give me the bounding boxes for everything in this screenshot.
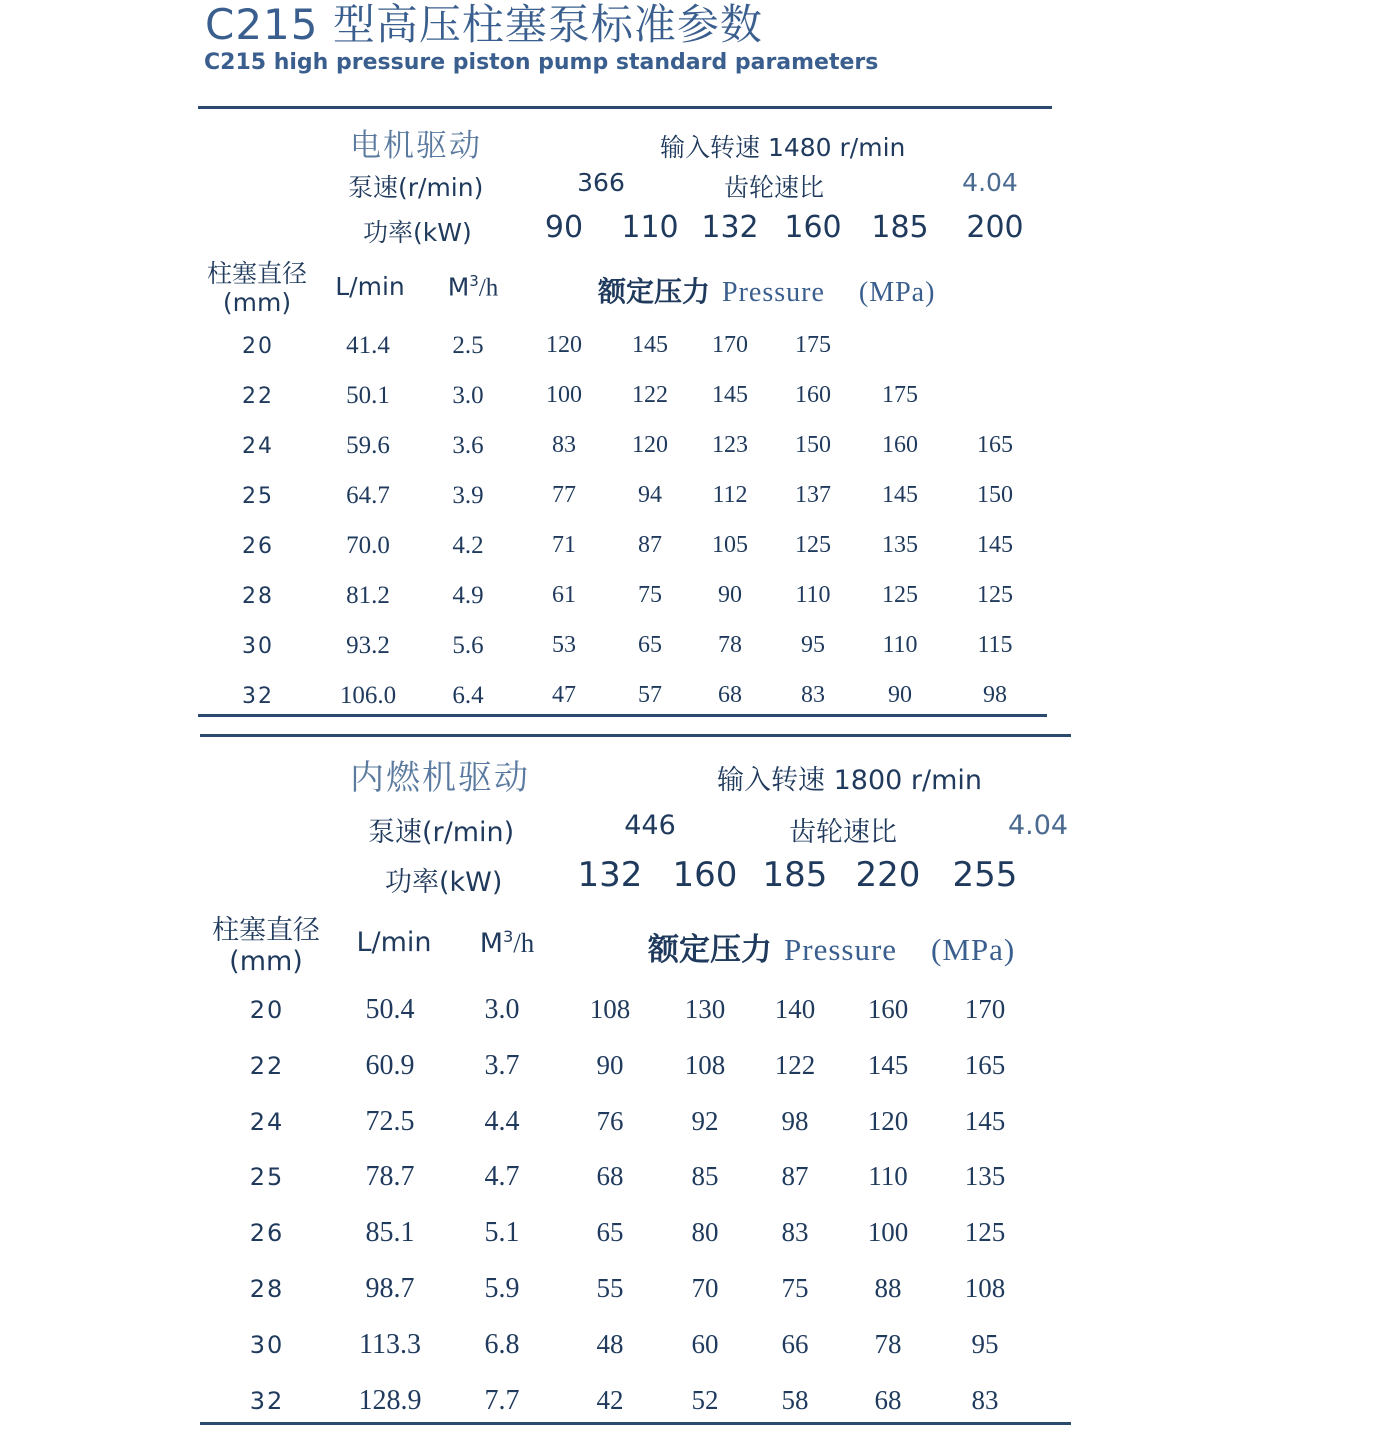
row-flow-lmin: 50.4 xyxy=(365,994,415,1025)
row-pressure-value: 135 xyxy=(882,532,918,558)
rated-pressure-cn: 额定压力 xyxy=(648,932,772,968)
m3-suffix: /h xyxy=(513,928,535,958)
row-pressure-value: 125 xyxy=(795,532,831,558)
row-pressure-value: 76 xyxy=(596,1106,624,1136)
row-pressure-value: 120 xyxy=(632,432,668,458)
row-pressure-value: 110 xyxy=(795,582,831,608)
row-pressure-value: 60 xyxy=(691,1329,719,1359)
row-pressure-value: 125 xyxy=(964,1217,1006,1247)
gear-ratio-value: 4.04 xyxy=(962,168,1018,197)
power-value: 255 xyxy=(952,855,1018,895)
row-pressure-value: 47 xyxy=(552,682,576,708)
row-flow-m3h: 4.2 xyxy=(452,532,484,559)
row-pressure-value: 88 xyxy=(874,1273,902,1303)
power-value: 132 xyxy=(701,210,759,245)
row-pressure-value: 68 xyxy=(874,1385,902,1415)
row-pressure-value: 130 xyxy=(684,994,726,1024)
row-pressure-value: 95 xyxy=(801,632,825,658)
pump-speed-value: 446 xyxy=(624,810,676,841)
row-pressure-value: 125 xyxy=(882,582,918,608)
section-1-top-rule xyxy=(198,106,1052,109)
row-pressure-value: 110 xyxy=(868,1161,908,1191)
row-pressure-value: 71 xyxy=(552,532,576,558)
row-pressure-value: 87 xyxy=(781,1161,809,1191)
power-label: 功率(kW) xyxy=(363,218,472,247)
section-2-bottom-rule xyxy=(200,1422,1071,1425)
flow-lmin-label: L/min xyxy=(335,272,405,301)
row-pressure-value: 80 xyxy=(691,1217,719,1247)
row-pressure-value: 165 xyxy=(977,432,1013,458)
row-diameter: 24 xyxy=(249,1108,285,1136)
row-flow-lmin: 64.7 xyxy=(346,482,390,509)
row-pressure-value: 87 xyxy=(638,532,662,558)
row-pressure-value: 122 xyxy=(774,1050,816,1080)
power-value: 110 xyxy=(621,210,679,245)
row-flow-lmin: 60.9 xyxy=(365,1050,415,1081)
row-pressure-value: 83 xyxy=(971,1385,999,1415)
row-pressure-value: 108 xyxy=(964,1273,1006,1303)
rated-pressure-en: Pressure xyxy=(784,932,898,967)
row-diameter: 30 xyxy=(249,1331,285,1359)
row-pressure-value: 61 xyxy=(552,582,576,608)
rated-pressure-label xyxy=(648,924,1015,969)
power-value: 90 xyxy=(544,210,584,245)
row-pressure-value: 145 xyxy=(882,482,918,508)
row-diameter: 25 xyxy=(249,1163,285,1191)
row-pressure-value: 78 xyxy=(718,632,742,658)
row-pressure-value: 98 xyxy=(983,682,1007,708)
row-diameter: 22 xyxy=(249,1052,285,1080)
row-flow-m3h: 3.0 xyxy=(484,994,520,1025)
row-pressure-value: 94 xyxy=(638,482,662,508)
row-pressure-value: 120 xyxy=(867,1106,909,1136)
m3-base: M xyxy=(479,928,503,959)
row-diameter: 25 xyxy=(242,484,274,509)
row-pressure-value: 175 xyxy=(882,382,918,408)
row-diameter: 28 xyxy=(242,584,274,609)
plunger-diameter-unit: (mm) xyxy=(222,288,292,317)
row-pressure-value: 145 xyxy=(632,332,668,358)
plunger-diameter-label: 柱塞直径 xyxy=(212,915,320,946)
row-flow-lmin: 59.6 xyxy=(346,432,390,459)
gear-ratio-label: 齿轮速比 xyxy=(789,817,897,848)
rated-pressure-unit: (MPa) xyxy=(858,277,936,308)
row-diameter: 26 xyxy=(242,534,274,559)
plunger-diameter-label: 柱塞直径 xyxy=(206,259,308,288)
row-flow-m3h: 3.7 xyxy=(484,1050,520,1081)
m3-superscript: 3 xyxy=(502,927,514,946)
section-2-top-rule xyxy=(200,734,1071,737)
row-pressure-value: 140 xyxy=(774,994,816,1024)
rated-pressure-unit: (MPa) xyxy=(931,932,1016,967)
pump-speed-value: 366 xyxy=(577,168,625,197)
row-pressure-value: 170 xyxy=(712,332,748,358)
row-pressure-value: 85 xyxy=(691,1161,719,1191)
row-pressure-value: 175 xyxy=(795,332,831,358)
row-pressure-value: 145 xyxy=(712,382,748,408)
row-flow-m3h: 4.9 xyxy=(452,582,484,609)
drive-type: 内燃机驱动 xyxy=(350,758,530,798)
row-pressure-value: 100 xyxy=(546,382,582,408)
row-flow-m3h: 3.0 xyxy=(452,382,484,409)
row-diameter: 20 xyxy=(249,996,285,1024)
power-label: 功率(kW) xyxy=(385,867,503,898)
m3-superscript: 3 xyxy=(469,272,479,290)
row-pressure-value: 125 xyxy=(977,582,1013,608)
row-flow-m3h: 2.5 xyxy=(452,332,484,359)
m3-suffix: /h xyxy=(478,274,499,302)
row-diameter: 22 xyxy=(242,384,274,409)
row-flow-m3h: 5.9 xyxy=(484,1273,520,1304)
row-flow-m3h: 4.4 xyxy=(484,1106,520,1137)
row-pressure-value: 120 xyxy=(546,332,582,358)
pump-speed-label: 泵速(r/min) xyxy=(368,817,515,848)
row-pressure-value: 108 xyxy=(589,994,631,1024)
row-flow-lmin: 106.0 xyxy=(339,682,397,709)
rated-pressure-en: Pressure xyxy=(722,277,825,308)
row-pressure-value: 145 xyxy=(867,1050,909,1080)
row-flow-lmin: 81.2 xyxy=(346,582,390,609)
pump-speed-label: 泵速(r/min) xyxy=(348,173,484,202)
row-pressure-value: 137 xyxy=(795,482,831,508)
row-pressure-value: 150 xyxy=(977,482,1013,508)
row-pressure-value: 65 xyxy=(596,1217,624,1247)
row-diameter: 26 xyxy=(249,1219,285,1247)
row-pressure-value: 165 xyxy=(964,1050,1006,1080)
flow-m3h-label xyxy=(448,272,499,302)
power-value: 132 xyxy=(577,855,643,895)
row-flow-lmin: 72.5 xyxy=(365,1106,415,1137)
row-pressure-value: 55 xyxy=(596,1273,624,1303)
row-diameter: 30 xyxy=(242,634,274,659)
page-title: C215 型高压柱塞泵标准参数 xyxy=(205,0,763,49)
row-pressure-value: 70 xyxy=(691,1273,719,1303)
row-pressure-value: 83 xyxy=(781,1217,809,1247)
rated-pressure-cn: 额定压力 xyxy=(598,275,711,308)
row-flow-lmin: 50.1 xyxy=(346,382,390,409)
power-value: 160 xyxy=(672,855,738,895)
row-pressure-value: 83 xyxy=(801,682,825,708)
row-pressure-value: 95 xyxy=(971,1329,999,1359)
row-pressure-value: 58 xyxy=(781,1385,809,1415)
power-value: 200 xyxy=(966,210,1024,245)
power-value: 220 xyxy=(855,855,921,895)
power-value: 185 xyxy=(762,855,828,895)
row-pressure-value: 66 xyxy=(781,1329,809,1359)
row-flow-m3h: 3.6 xyxy=(452,432,484,459)
row-pressure-value: 160 xyxy=(867,994,909,1024)
page-subtitle: C215 high pressure piston pump standard parameters xyxy=(204,50,879,75)
row-diameter: 20 xyxy=(242,334,274,359)
row-diameter: 24 xyxy=(242,434,274,459)
row-pressure-value: 53 xyxy=(552,632,576,658)
row-pressure-value: 122 xyxy=(632,382,668,408)
row-pressure-value: 160 xyxy=(882,432,918,458)
row-pressure-value: 98 xyxy=(781,1106,809,1136)
row-pressure-value: 90 xyxy=(888,682,912,708)
row-pressure-value: 68 xyxy=(596,1161,624,1191)
power-value: 185 xyxy=(871,210,929,245)
flow-m3h-label xyxy=(480,927,535,959)
row-flow-m3h: 7.7 xyxy=(484,1385,520,1416)
row-flow-lmin: 128.9 xyxy=(358,1385,422,1416)
rated-pressure-label xyxy=(598,270,935,310)
row-pressure-value: 52 xyxy=(691,1385,719,1415)
row-pressure-value: 110 xyxy=(882,632,918,658)
row-pressure-value: 92 xyxy=(691,1106,719,1136)
row-diameter: 32 xyxy=(249,1387,285,1415)
row-flow-m3h: 3.9 xyxy=(452,482,484,509)
row-pressure-value: 78 xyxy=(874,1329,902,1359)
gear-ratio-value: 4.04 xyxy=(1007,810,1069,841)
row-pressure-value: 105 xyxy=(712,532,748,558)
row-pressure-value: 75 xyxy=(781,1273,809,1303)
row-pressure-value: 115 xyxy=(977,632,1013,658)
row-pressure-value: 65 xyxy=(638,632,662,658)
row-flow-lmin: 70.0 xyxy=(346,532,390,559)
row-flow-m3h: 4.7 xyxy=(484,1161,520,1192)
row-flow-lmin: 85.1 xyxy=(365,1217,415,1248)
plunger-diameter-unit: (mm) xyxy=(229,946,303,977)
row-flow-lmin: 41.4 xyxy=(346,332,390,359)
row-pressure-value: 150 xyxy=(795,432,831,458)
row-pressure-value: 100 xyxy=(867,1217,909,1247)
row-pressure-value: 48 xyxy=(596,1329,624,1359)
row-pressure-value: 90 xyxy=(718,582,742,608)
input-speed: 输入转速 1480 r/min xyxy=(660,133,906,162)
row-flow-lmin: 78.7 xyxy=(365,1161,415,1192)
drive-type: 电机驱动 xyxy=(350,128,482,164)
row-pressure-value: 75 xyxy=(638,582,662,608)
row-pressure-value: 112 xyxy=(712,482,748,508)
section-1-bottom-rule xyxy=(198,714,1047,717)
row-pressure-value: 123 xyxy=(712,432,748,458)
row-flow-m3h: 6.4 xyxy=(452,682,484,709)
row-pressure-value: 170 xyxy=(964,994,1006,1024)
row-pressure-value: 42 xyxy=(596,1385,624,1415)
row-flow-m3h: 6.8 xyxy=(484,1329,520,1360)
row-pressure-value: 57 xyxy=(638,682,662,708)
row-flow-m3h: 5.6 xyxy=(452,632,484,659)
row-flow-m3h: 5.1 xyxy=(484,1217,520,1248)
power-value: 160 xyxy=(784,210,842,245)
row-flow-lmin: 98.7 xyxy=(365,1273,415,1304)
flow-lmin-label: L/min xyxy=(356,927,432,958)
row-pressure-value: 135 xyxy=(964,1161,1006,1191)
row-flow-lmin: 93.2 xyxy=(346,632,390,659)
row-pressure-value: 108 xyxy=(684,1050,726,1080)
row-pressure-value: 145 xyxy=(977,532,1013,558)
row-flow-lmin: 113.3 xyxy=(359,1329,421,1360)
m3-base: M xyxy=(447,272,470,302)
row-pressure-value: 83 xyxy=(552,432,576,458)
input-speed: 输入转速 1800 r/min xyxy=(717,765,982,796)
row-pressure-value: 145 xyxy=(964,1106,1006,1136)
row-diameter: 28 xyxy=(249,1275,285,1303)
row-pressure-value: 68 xyxy=(718,682,742,708)
gear-ratio-label: 齿轮速比 xyxy=(723,173,825,202)
row-diameter: 32 xyxy=(242,684,274,709)
row-pressure-value: 160 xyxy=(795,382,831,408)
row-pressure-value: 77 xyxy=(552,482,576,508)
row-pressure-value: 90 xyxy=(596,1050,624,1080)
